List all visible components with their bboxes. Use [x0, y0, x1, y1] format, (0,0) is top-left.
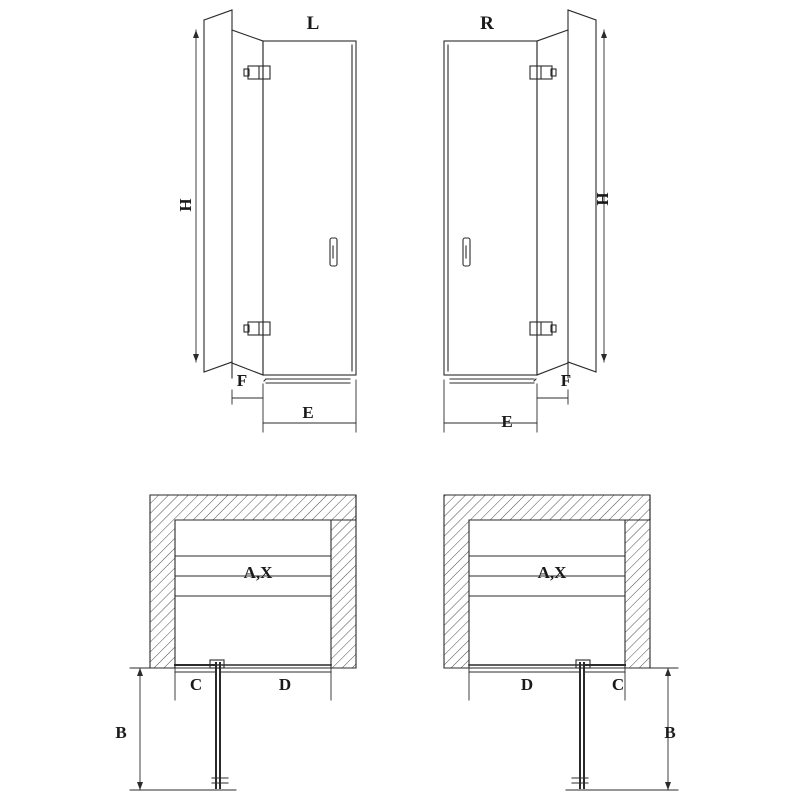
bottom-seal-left — [264, 379, 350, 383]
hinge-upper-left — [244, 66, 270, 79]
handing-label-right: R — [480, 13, 494, 34]
door-panel-left — [263, 41, 356, 375]
dimension-label-c-right: C — [611, 675, 625, 694]
elevation-right-view — [444, 10, 607, 432]
dimension-label-e-left: E — [302, 403, 314, 422]
tray-outline-left — [175, 520, 331, 668]
dimension-label-ax-left: A,X — [243, 563, 273, 582]
tray-outline-right — [469, 520, 625, 668]
labels — [115, 13, 675, 742]
dimension-d-c-right — [469, 664, 625, 700]
dimension-label-ax-right: A,X — [537, 563, 567, 582]
bottom-seal-right — [450, 379, 536, 383]
dimension-height-left — [193, 30, 199, 362]
door-panel-right — [444, 41, 537, 375]
dimension-label-f-left: F — [236, 371, 248, 390]
handing-label-left: L — [306, 13, 320, 34]
dimension-label-f-right: F — [560, 371, 572, 390]
dimension-label-c-left: C — [189, 675, 203, 694]
plan-right-view — [444, 495, 678, 790]
elevation-left-view — [193, 10, 356, 432]
door-handle-right — [463, 238, 470, 266]
dimension-label-d-left: D — [278, 675, 292, 694]
dimension-label-b-right: B — [664, 723, 676, 742]
dimension-label-d-right: D — [520, 675, 534, 694]
wall-perspective-lines — [204, 10, 232, 378]
plan-left-view — [130, 495, 356, 790]
dimension-label-e-right: E — [501, 412, 513, 431]
dimension-label-h-right: H — [593, 192, 612, 206]
dimension-label-b-left: B — [115, 723, 127, 742]
hinge-upper-right — [530, 66, 556, 79]
door-handle-left — [330, 238, 337, 266]
dimension-label-h-left: H — [176, 198, 195, 212]
glass-plan-right — [469, 660, 625, 788]
wall-perspective-lines-right — [568, 10, 596, 378]
dimension-widths-left — [232, 380, 356, 432]
hinge-lower-right — [530, 322, 556, 335]
hinge-lower-left — [244, 322, 270, 335]
